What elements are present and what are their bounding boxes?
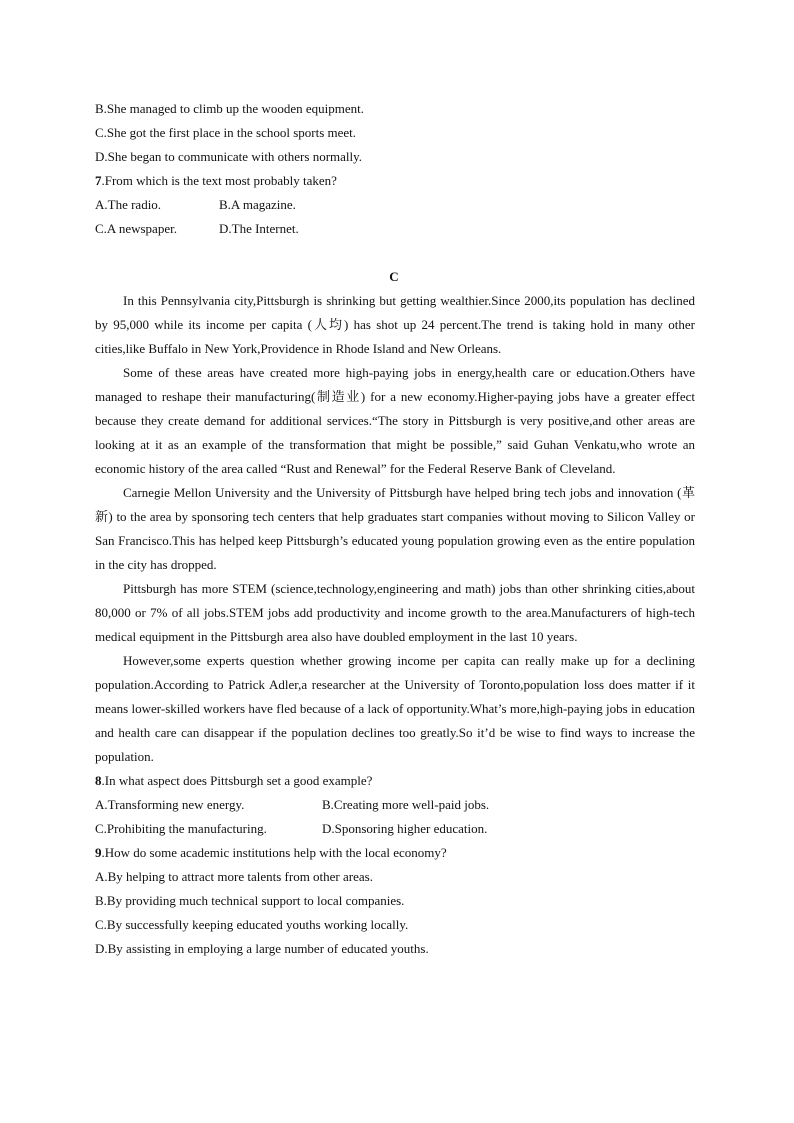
q8-option-a: A.Transforming new energy. xyxy=(95,797,245,812)
q8-text: .In what aspect does Pittsburgh set a good example? xyxy=(101,773,373,788)
q9-stem xyxy=(95,841,695,865)
q7-options-row-1 xyxy=(95,193,695,217)
q9-option-d: D.By assisting in employing a large number of educated youths. xyxy=(95,941,429,956)
q9-text: .How do some academic institutions help with the local economy? xyxy=(101,845,447,860)
q7-options-row-2 xyxy=(95,217,695,241)
passage-paragraph-1: In this Pennsylvania city,Pittsburgh is shrinking but getting wealthier.Since 2000,its population has declined by 95,000 while its income per capita (人均) has shot up 24 percent.The trend is taking hold in many other cities,like Buffalo in New York,Providence in Rhode Island and New Orleans. xyxy=(95,293,695,356)
q7-option-a: A.The radio. xyxy=(95,197,162,212)
q7-option-d: D.The Internet. xyxy=(219,221,299,236)
q9-option-b: B.By providing much technical support to local companies. xyxy=(95,893,405,908)
q8-stem xyxy=(95,769,695,793)
q8-option-b: B.Creating more well-paid jobs. xyxy=(322,797,490,812)
q6-option-d: D.She began to communicate with others normally. xyxy=(95,149,363,164)
q7-stem xyxy=(95,169,695,193)
q8-options-row-1 xyxy=(95,793,695,817)
q6-option-c: C.She got the first place in the school sports meet. xyxy=(95,125,357,140)
document-page xyxy=(95,97,695,961)
q9-number: 9 xyxy=(95,845,102,860)
q8-number: 8 xyxy=(95,773,102,788)
q6-option-b: B.She managed to climb up the wooden equipment. xyxy=(95,101,364,116)
q8-option-c: C.Prohibiting the manufacturing. xyxy=(95,821,267,836)
q8-options-row-2 xyxy=(95,817,695,841)
section-title: C xyxy=(389,269,399,284)
passage-paragraph-2: Some of these areas have created more high-paying jobs in energy,health care or education.Others have managed to reshape their manufacturing(制造业) for a new economy.Higher-paying jobs have a greater effect because they create demand for additional services.“The story in Pittsburgh is very positive,and other areas are looking at it as an example of the transformation that might be possible,” said Guhan Venkatu,who wrote an economic history of the area called “Rust and Renewal” for the Federal Reserve Bank of Cleveland. xyxy=(95,365,695,476)
q9-option-c: C.By successfully keeping educated youths working locally. xyxy=(95,917,409,932)
q7-number: 7 xyxy=(95,173,102,188)
q8-option-d: D.Sponsoring higher education. xyxy=(322,821,488,836)
passage-paragraph-4: Pittsburgh has more STEM (science,technology,engineering and math) jobs than other shrinking cities,about 80,000 or 7% of all jobs.STEM jobs add productivity and income growth to the area.Manufacturers of high-tech medical equipment in the Pittsburgh area also have doubled employment in the last 10 years. xyxy=(95,581,695,644)
passage-paragraph-5: However,some experts question whether growing income per capita can really make up for a declining population.According to Patrick Adler,a researcher at the University of Toronto,population loss does matter if it means lower-skilled workers have fled because of a lack of opportunity.What’s more,high-paying jobs in education and health care can disappear if the population declines too greatly.So it’d be wise to find ways to increase the population. xyxy=(95,653,695,764)
q7-option-b: B.A magazine. xyxy=(219,197,296,212)
q9-option-a: A.By helping to attract more talents from other areas. xyxy=(95,869,373,884)
q7-option-c: C.A newspaper. xyxy=(95,221,177,236)
q7-text: .From which is the text most probably taken? xyxy=(101,173,337,188)
passage-paragraph-3: Carnegie Mellon University and the University of Pittsburgh have helped bring tech jobs and innovation (革新) to the area by sponsoring tech centers that help graduates start companies without moving to Silicon Valley or San Francisco.This has helped keep Pittsburgh’s educated young population growing even as the entire population in the city has dropped. xyxy=(95,485,695,572)
